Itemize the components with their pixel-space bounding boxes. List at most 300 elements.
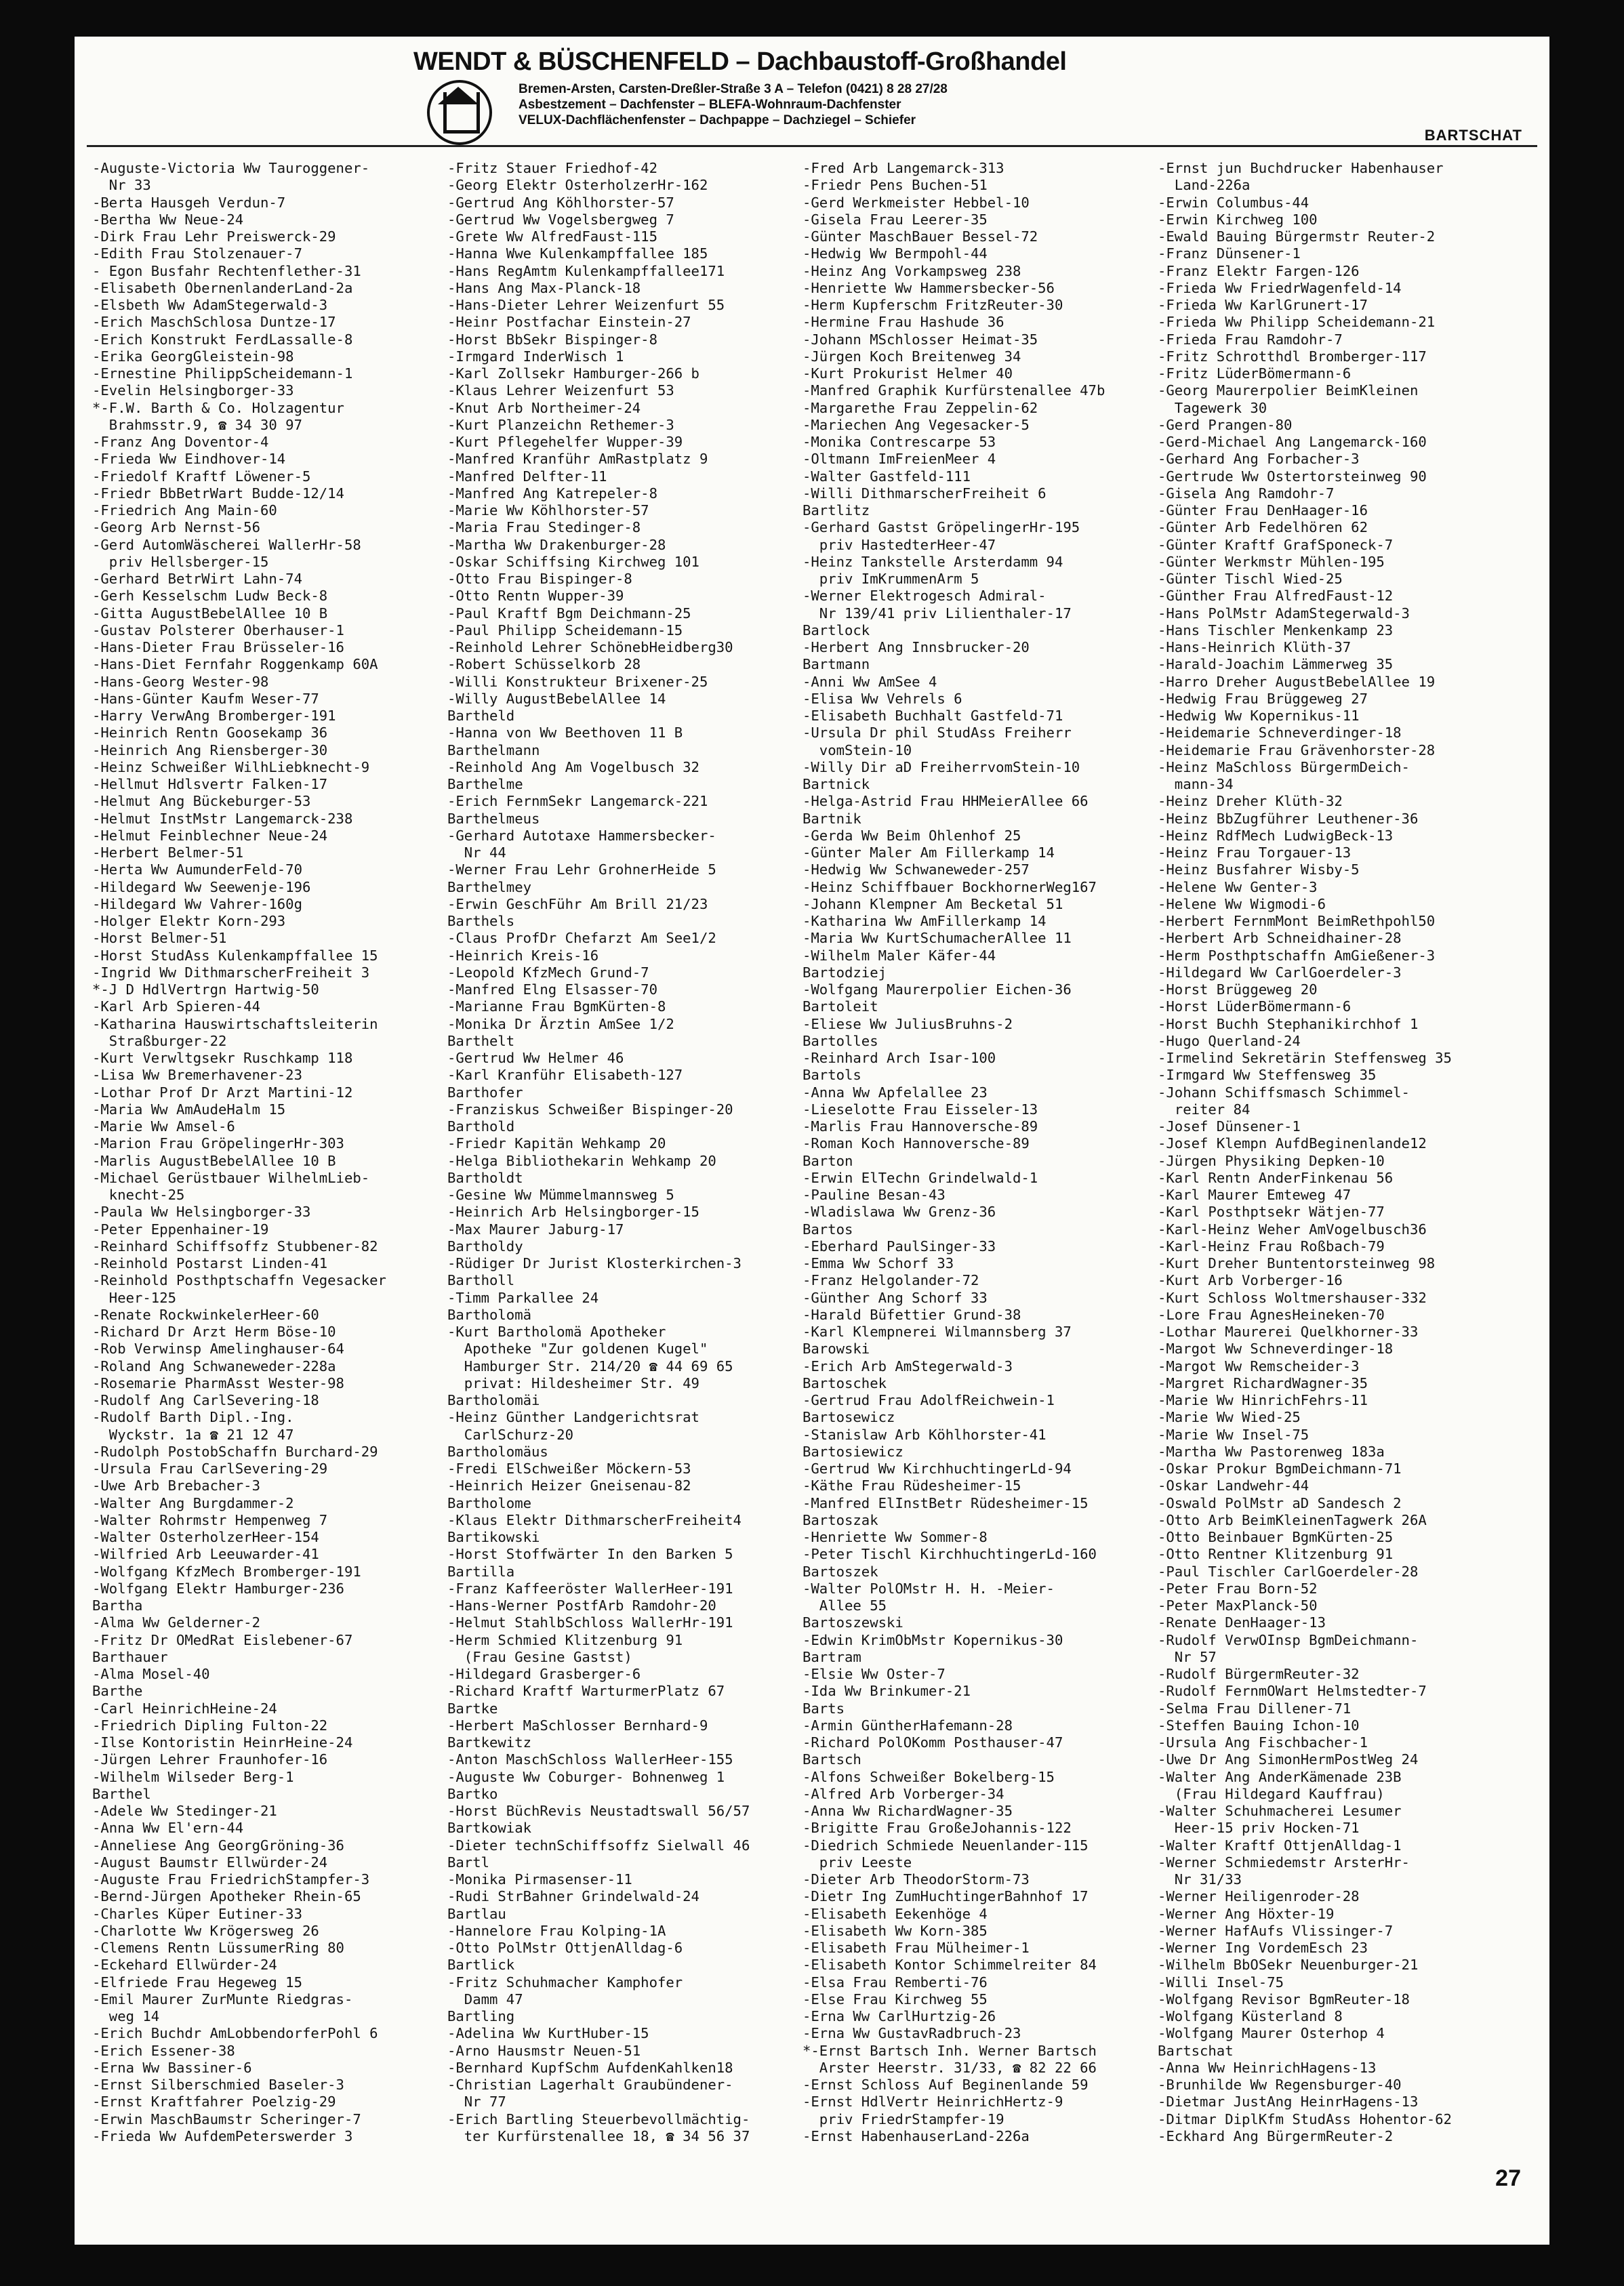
directory-entry: -Gerd Prangen-80	[1158, 416, 1293, 433]
directory-entry: -Wilhelm Maler Käfer-44	[803, 947, 996, 964]
directory-entry: -Erich Essener-38	[92, 2042, 235, 2059]
directory-entry: -Günter Arb Fedelhören 62	[1158, 519, 1368, 536]
directory-entry: -Ursula Dr phil StudAss Freiherr	[803, 724, 1072, 741]
directory-entry: Barthel	[92, 1785, 151, 1802]
directory-entry: -Claus ProfDr Chefarzt Am See1/2	[447, 930, 716, 947]
directory-entry: -Marie Ww Insel-75	[1158, 1426, 1310, 1443]
directory-entry: -Wladislawa Ww Grenz-36	[803, 1204, 996, 1221]
directory-entry: knecht-25	[92, 1187, 185, 1203]
directory-entry: Damm 47	[447, 1991, 523, 2007]
directory-entry: Bartholl	[447, 1272, 515, 1289]
directory-entry: -Manfred Delfter-11	[447, 468, 607, 485]
directory-entry: -Heinz Frau Torgauer-13	[1158, 844, 1352, 861]
directory-entry: -Reinhold Postarst Linden-41	[92, 1255, 328, 1271]
directory-entry: -Emma Ww Schorf 33	[803, 1255, 954, 1271]
directory-entry: -Rudi StrBahner Grindelwald-24	[447, 1888, 699, 1905]
directory-entry: -Manfred Elng Elsasser-70	[447, 981, 657, 998]
directory-entry: -Hans-Werner PostfArb Ramdohr-20	[447, 1597, 716, 1614]
directory-entry: -Reinhold Posthptschaffn Vegesacker	[92, 1272, 386, 1289]
directory-entry: -Oswald PolMstr aD Sandesch 2	[1158, 1494, 1402, 1511]
directory-entry: -Anton MaschSchloss WallerHeer-155	[447, 1751, 733, 1768]
directory-entry: Bartholomä	[447, 1306, 531, 1323]
directory-entry: Bartoszak	[803, 1511, 878, 1528]
directory-entry: -Monika Pirmasenser-11	[447, 1871, 632, 1887]
directory-entry: -Kurt Planzeichn Rethemer-3	[447, 416, 674, 433]
directory-entry: -Horst Belmer-51	[92, 930, 227, 947]
directory-entry: -Erich FernmSekr Langemarck-221	[447, 793, 708, 810]
directory-entry: -Reinhard Schiffsoffz Stubbener-82	[92, 1238, 378, 1254]
directory-entry: -Heinz MaSchloss BürgermDeich-	[1158, 758, 1410, 775]
directory-entry: -Hans-Dieter Lehrer Weizenfurt 55	[447, 297, 725, 313]
directory-entry: (Frau Hildegard Kauffrau)	[1158, 1785, 1385, 1802]
directory-entry: -Jürgen Koch Breitenweg 34	[803, 348, 1021, 365]
directory-entry: -Dieter Arb TheodorStorm-73	[803, 1871, 1030, 1887]
directory-entry: -Erich Arb AmStegerwald-3	[803, 1358, 1013, 1374]
directory-entry: Barthauer	[92, 1648, 168, 1665]
directory-entry: -Otto Frau Bispinger-8	[447, 571, 632, 587]
directory-entry: Bartmann	[803, 656, 870, 673]
directory-entry: -Friedr Kapitän Wehkamp 20	[447, 1135, 666, 1152]
header-rule	[87, 145, 1537, 147]
directory-entry: -Fritz Schrotthdl Bromberger-117	[1158, 348, 1427, 365]
directory-entry: priv FriedrStampfer-19	[803, 2110, 1004, 2127]
advert-line: Asbestzement – Dachfenster – BLEFA-Wohnraum-Dachfenster	[519, 98, 901, 112]
directory-entry: -Gesine Ww Mümmelmannsweg 5	[447, 1187, 674, 1203]
directory-entry: -Käthe Frau Rüdesheimer-15	[803, 1477, 1021, 1494]
directory-entry: Barowski	[803, 1341, 870, 1358]
directory-entry: -Gerhard Gastst GröpelingerHr-195	[803, 519, 1080, 536]
directory-entry: -Marion Frau GröpelingerHr-303	[92, 1135, 344, 1152]
directory-entry: -Herbert Arb Schneidhainer-28	[1158, 930, 1402, 947]
directory-entry: -Ernestine PhilippScheidemann-1	[92, 365, 353, 382]
house-shape	[443, 92, 480, 134]
directory-entry: -Charlotte Ww Krögersweg 26	[92, 1922, 319, 1939]
directory-entry: Barthelme	[447, 776, 523, 792]
directory-page	[75, 37, 1549, 2245]
directory-entry: -Maria Frau Stedinger-8	[447, 519, 641, 536]
directory-entry: -Harald Büfettier Grund-38	[803, 1306, 1021, 1323]
directory-entry: -Ingrid Ww DithmarscherFreiheit 3	[92, 964, 370, 981]
directory-entry: -Johann Schiffsmasch Schimmel-	[1158, 1084, 1410, 1101]
directory-entry: -Marianne Frau BgmKürten-8	[447, 998, 666, 1015]
directory-entry: -Bertha Ww Neue-24	[92, 211, 244, 228]
directory-entry: Bartsch	[803, 1751, 861, 1768]
directory-entry: -Fritz LüderBömermann-6	[1158, 365, 1352, 382]
directory-entry: -Walter PolOMstr H. H. -Meier-	[803, 1580, 1055, 1597]
directory-entry: Bartos	[803, 1221, 853, 1238]
directory-entry: -Hedwig Ww Bermpohl-44	[803, 245, 988, 262]
directory-entry: -Richard Dr Arzt Herm Böse-10	[92, 1324, 336, 1340]
directory-entry: -Werner Heiligenroder-28	[1158, 1888, 1360, 1905]
directory-entry: -Kurt Schloss Woltmershauser-332	[1158, 1289, 1427, 1306]
directory-entry: -Hans RegAmtm Kulenkampffallee171	[447, 262, 725, 279]
directory-entry: -Alma Ww Gelderner-2	[92, 1614, 260, 1631]
directory-entry: -Ernst HdlVertr HeinrichHertz-9	[803, 2094, 1063, 2110]
directory-entry: Bartikowski	[447, 1529, 540, 1545]
directory-entry: -Karl Klempnerei Wilmannsberg 37	[803, 1324, 1072, 1340]
directory-entry: -Knut Arb Northeimer-24	[447, 399, 641, 416]
directory-entry: -Johann MSchlosser Heimat-35	[803, 331, 1038, 348]
directory-entry: -Leopold KfzMech Grund-7	[447, 964, 649, 981]
directory-entry: -Kurt Verwltgsekr Ruschkamp 118	[92, 1050, 353, 1066]
directory-entry: -Willi DithmarscherFreiheit 6	[803, 485, 1047, 502]
directory-entry: -Wolfgang Küsterland 8	[1158, 2008, 1343, 2024]
directory-entry: -Berta Hausgeh Verdun-7	[92, 194, 286, 211]
directory-entry: Bartoschek	[803, 1374, 887, 1391]
directory-entry: Barthe	[92, 1683, 143, 1700]
directory-column-4	[1158, 160, 1510, 2145]
directory-entry: -Richard PolOKomm Posthauser-47	[803, 1734, 1063, 1751]
directory-entry: -Brunhilde Ww Regensburger-40	[1158, 2077, 1402, 2093]
directory-entry: -Hans Tischler Menkenkamp 23	[1158, 621, 1394, 638]
directory-entry: -Wilhelm Wilseder Berg-1	[92, 1768, 294, 1785]
directory-entry: -Otto Rentner Klitzenburg 91	[1158, 1546, 1394, 1563]
directory-entry: -Anna Ww El'ern-44	[92, 1820, 244, 1837]
directory-entry: -Rudolf VerwOInsp BgmDeichmann-	[1158, 1631, 1419, 1648]
directory-entry: -Georg Elektr OsterholzerHr-162	[447, 177, 708, 194]
directory-entry: -Ilse Kontoristin HeinrHeine-24	[92, 1734, 353, 1751]
directory-entry: -Hildegard Ww Seewenje-196	[92, 878, 311, 895]
directory-entry: -Kurt Bartholomä Apotheker	[447, 1324, 666, 1340]
directory-entry: -Martha Ww Pastorenweg 183a	[1158, 1443, 1385, 1460]
directory-entry: -Oskar Landwehr-44	[1158, 1477, 1310, 1494]
directory-entry: -Lisa Ww Bremerhavener-23	[92, 1067, 302, 1084]
directory-entry: weg 14	[92, 2008, 160, 2024]
directory-entry: -Günther Frau AlfredFaust-12	[1158, 588, 1394, 605]
directory-entry: -Eckhard Ang BürgermReuter-2	[1158, 2127, 1394, 2144]
directory-entry: -Heinrich Ang Riensberger-30	[92, 741, 328, 758]
directory-entry: *-J D HdlVertrgn Hartwig-50	[92, 981, 319, 998]
directory-entry: -Jürgen Physiking Depken-10	[1158, 1152, 1385, 1169]
directory-entry: -Günter Frau DenHaager-16	[1158, 502, 1368, 518]
directory-entry: Barthelmann	[447, 741, 540, 758]
directory-entry: -Erna Ww GustavRadbruch-23	[803, 2025, 1021, 2042]
directory-entry: -Pauline Besan-43	[803, 1187, 946, 1203]
directory-entry: -Margarethe Frau Zeppelin-62	[803, 399, 1038, 416]
directory-entry: *-Ernst Bartsch Inh. Werner Bartsch	[803, 2042, 1097, 2059]
directory-entry: -Günter Kraftf GrafSponeck-7	[1158, 536, 1394, 553]
directory-entry: -Rudolf Ang CarlSevering-18	[92, 1392, 319, 1408]
directory-entry: -Werner Frau Lehr GrohnerHeide 5	[447, 861, 716, 878]
directory-entry: -Hans-Georg Wester-98	[92, 673, 269, 690]
directory-entry: -Edwin KrimObMstr Kopernikus-30	[803, 1631, 1063, 1648]
directory-entry: CarlSchurz-20	[447, 1426, 573, 1443]
directory-entry: -Werner Ang Höxter-19	[1158, 1905, 1335, 1922]
directory-entry: -Emil Maurer ZurMunte Riedgras-	[92, 1991, 353, 2007]
directory-entry: -Anneliese Ang GeorgGröning-36	[92, 1837, 344, 1854]
directory-entry: -Stanislaw Arb Köhlhorster-41	[803, 1426, 1047, 1443]
directory-entry: Allee 55	[803, 1597, 887, 1614]
directory-entry: -Reinhard Arch Isar-100	[803, 1050, 996, 1066]
directory-entry: -Holger Elektr Korn-293	[92, 913, 286, 929]
directory-entry: -Günther Ang Schorf 33	[803, 1289, 988, 1306]
directory-entry: -Franz Elektr Fargen-126	[1158, 262, 1360, 279]
directory-entry: -Hans-Günter Kaufm Weser-77	[92, 690, 319, 707]
directory-entry: -Georg Maurerpolier BeimKleinen	[1158, 382, 1419, 399]
directory-entry: -Harro Dreher AugustBebelAllee 19	[1158, 673, 1436, 690]
directory-entry: -Elisabeth Ww Korn-385	[803, 1922, 988, 1939]
directory-entry: -Lothar Maurerei Quelkhorner-33	[1158, 1324, 1419, 1340]
directory-entry: -Gisela Frau Leerer-35	[803, 211, 988, 228]
directory-entry: -Irmgard Ww Steffensweg 35	[1158, 1067, 1377, 1084]
directory-entry: -Bernd-Jürgen Apotheker Rhein-65	[92, 1888, 361, 1905]
directory-entry: -Elisabeth Eekenhöge 4	[803, 1905, 988, 1922]
directory-entry: -Walter Ang AnderKämenade 23B	[1158, 1768, 1402, 1785]
directory-entry: -Marie Ww Wied-25	[1158, 1409, 1301, 1426]
directory-entry: -Alfons Schweißer Bokelberg-15	[803, 1768, 1055, 1785]
directory-entry: -Georg Arb Nernst-56	[92, 519, 260, 536]
directory-entry: -Heinz Günther Landgerichtsrat	[447, 1409, 699, 1426]
directory-entry: Tagewerk 30	[1158, 399, 1267, 416]
directory-entry: -Rosemarie PharmAsst Wester-98	[92, 1374, 344, 1391]
directory-entry: -Günter MaschBauer Bessel-72	[803, 228, 1038, 245]
directory-entry: -Wilfried Arb Leeuwarder-41	[92, 1546, 319, 1563]
directory-entry: -Werner Elektrogesch Admiral-	[803, 588, 1047, 605]
directory-entry: -Gisela Ang Ramdohr-7	[1158, 485, 1335, 502]
directory-entry: reiter 84	[1158, 1101, 1251, 1118]
directory-entry: -Heinrich Kreis-16	[447, 947, 599, 964]
directory-entry: -Alma Mosel-40	[92, 1666, 210, 1682]
directory-entry: -Helga Bibliothekarin Wehkamp 20	[447, 1152, 716, 1169]
directory-entry: -Gerhard Autotaxe Hammersbecker-	[447, 827, 716, 844]
directory-entry: -Ditmar DiplKfm StudAss Hohentor-62	[1158, 2110, 1452, 2127]
directory-entry: Bartkowiak	[447, 1820, 531, 1837]
directory-entry: -Peter Eppenhainer-19	[92, 1221, 269, 1238]
directory-entry: -Gertrud Frau AdolfReichwein-1	[803, 1392, 1055, 1408]
directory-entry: -Erwin MaschBaumstr Scheringer-7	[92, 2110, 361, 2127]
directory-entry: -Ernst HabenhauserLand-226a	[803, 2127, 1030, 2144]
directory-entry: -Ernst Schloss Auf Beginenlande 59	[803, 2077, 1089, 2093]
directory-entry: -Anni Ww AmSee 4	[803, 673, 937, 690]
directory-entry: -Werner Schmiedemstr ArsterHr-	[1158, 1854, 1410, 1871]
directory-entry: -Paul Kraftf Bgm Deichmann-25	[447, 605, 691, 621]
directory-entry: -Irmgard InderWisch 1	[447, 348, 624, 365]
directory-entry: Bartosiewicz	[803, 1443, 904, 1460]
directory-entry: -Timm Parkallee 24	[447, 1289, 599, 1306]
directory-entry: -Wolfgang Revisor BgmReuter-18	[1158, 1991, 1410, 2007]
directory-entry: -Heinrich Rentn Goosekamp 36	[92, 724, 328, 741]
directory-entry: Bartols	[803, 1067, 861, 1084]
directory-entry: -Willy AugustBebelAllee 14	[447, 690, 666, 707]
directory-entry: -Hildegard Grasberger-6	[447, 1666, 641, 1682]
directory-entry: -Horst LüderBömermann-6	[1158, 998, 1352, 1015]
directory-entry: -Günter Maler Am Fillerkamp 14	[803, 844, 1055, 861]
directory-entry: -Auguste-Victoria Ww Tauroggener-	[92, 160, 370, 176]
directory-entry: Heer-125	[92, 1289, 176, 1306]
directory-entry: -Karl Kranführ Elisabeth-127	[447, 1067, 683, 1084]
directory-entry: -Fred Arb Langemarck-313	[803, 160, 1004, 176]
directory-entry: Bartha	[92, 1597, 143, 1614]
directory-entry: -Katharina Hauswirtschaftsleiterin	[92, 1015, 378, 1032]
directory-entry: -Horst StudAss Kulenkampffallee 15	[92, 947, 378, 964]
directory-entry: -Monika Contrescarpe 53	[803, 434, 996, 450]
directory-entry: Hamburger Str. 214/20 ☎ 44 69 65	[447, 1358, 733, 1374]
directory-entry: -Roland Ang Schwaneweder-228a	[92, 1358, 336, 1374]
directory-entry: -Franz Helgolander-72	[803, 1272, 979, 1289]
directory-entry: -Kurt Pflegehelfer Wupper-39	[447, 434, 683, 450]
directory-entry: -Gerd Werkmeister Hebbel-10	[803, 194, 1030, 211]
directory-entry: -Karl Maurer Emteweg 47	[1158, 1187, 1352, 1203]
directory-entry: -Anna Ww RichardWagner-35	[803, 1803, 1013, 1819]
directory-entry: -Frieda Ww AufdemPeterswerder 3	[92, 2127, 353, 2144]
directory-entry: -Ursula Frau CarlSevering-29	[92, 1461, 328, 1477]
directory-entry: -Wilhelm BbOSekr Neuenburger-21	[1158, 1957, 1419, 1974]
directory-entry: -Karl Arb Spieren-44	[92, 998, 260, 1015]
advert-title: WENDT & BÜSCHENFELD – Dachbaustoff-Großhandel	[413, 47, 1067, 76]
directory-column-1	[92, 160, 445, 2145]
directory-entry: -Fritz Stauer Friedhof-42	[447, 160, 657, 176]
directory-entry: -Gertrud Ww Helmer 46	[447, 1050, 624, 1066]
directory-entry: - Egon Busfahr Rechtenflether-31	[92, 262, 361, 279]
directory-entry: -Irmelind Sekretärin Steffensweg 35	[1158, 1050, 1452, 1066]
directory-entry: -Gerd AutomWäscherei WallerHr-58	[92, 536, 361, 553]
directory-entry: -Josef Dünsener-1	[1158, 1118, 1301, 1135]
directory-entry: priv Hellsberger-15	[92, 553, 269, 570]
directory-entry: -Jürgen Lehrer Fraunhofer-16	[92, 1751, 328, 1768]
directory-entry: -Heinz BbZugführer Leuthener-36	[1158, 810, 1419, 827]
directory-entry: Bartholome	[447, 1494, 531, 1511]
directory-entry: Barthelt	[447, 1032, 515, 1049]
directory-entry: -Auguste Ww Coburger- Bohnenweg 1	[447, 1768, 725, 1785]
directory-entry: -Walter Ang Burgdammer-2	[92, 1494, 294, 1511]
directory-entry: -Erna Ww CarlHurtzig-26	[803, 2008, 996, 2024]
directory-entry: -Peter MaxPlanck-50	[1158, 1597, 1318, 1614]
directory-entry: -Eberhard PaulSinger-33	[803, 1238, 996, 1254]
directory-entry: -Horst Brüggeweg 20	[1158, 981, 1318, 998]
directory-entry: -Erich Konstrukt FerdLassalle-8	[92, 331, 353, 348]
directory-entry: -Evelin Helsingborger-33	[92, 382, 294, 399]
directory-entry: -Friedr Pens Buchen-51	[803, 177, 988, 194]
directory-entry: -Robert Schüsselkorb 28	[447, 656, 641, 673]
running-head: BARTSCHAT	[1424, 127, 1522, 144]
directory-entry: -Rudolf Barth Dipl.-Ing.	[92, 1409, 294, 1426]
directory-entry: -Karl Zollsekr Hamburger-266 b	[447, 365, 699, 382]
directory-entry: -Helga-Astrid Frau HHMeierAllee 66	[803, 793, 1089, 810]
directory-entry: mann-34	[1158, 776, 1234, 792]
directory-entry: -Edith Frau Stolzenauer-7	[92, 245, 302, 262]
directory-entry: -Erich Bartling Steuerbevollmächtig-	[447, 2110, 750, 2127]
directory-entry: Bartram	[803, 1648, 861, 1665]
directory-entry: -Herm Kupferschm FritzReuter-30	[803, 297, 1063, 313]
directory-entry: -Wolfgang Elektr Hamburger-236	[92, 1580, 344, 1597]
directory-entry: Bartl	[447, 1854, 489, 1871]
directory-entry: -Max Maurer Jaburg-17	[447, 1221, 624, 1238]
directory-entry: -Carl HeinrichHeine-24	[92, 1700, 277, 1717]
directory-entry: -Hans-Diet Fernfahr Roggenkamp 60A	[92, 656, 378, 673]
directory-entry: -Rudolf FernmOWart Helmstedter-7	[1158, 1683, 1427, 1700]
directory-entry: -Oskar Schiffsing Kirchweg 101	[447, 553, 699, 570]
directory-entry: -Erwin GeschFühr Am Brill 21/23	[447, 895, 708, 912]
directory-entry: -Willi Konstrukteur Brixener-25	[447, 673, 708, 690]
directory-entry: -Paul Tischler CarlGoerdeler-28	[1158, 1563, 1419, 1580]
directory-entry: -Peter Frau Born-52	[1158, 1580, 1318, 1597]
directory-entry: -Otto PolMstr OttjenAlldag-6	[447, 1940, 683, 1956]
directory-entry: Bartholdt	[447, 1169, 523, 1186]
directory-entry: ter Kurfürstenallee 18, ☎ 34 56 37	[447, 2127, 750, 2144]
directory-entry: -Marie Ww Köhlhorster-57	[447, 502, 649, 518]
directory-entry: -Frieda Ww KarlGrunert-17	[1158, 297, 1368, 313]
directory-entry: Bartnick	[803, 776, 870, 792]
directory-entry: -Herbert Ang Innsbrucker-20	[803, 639, 1030, 655]
directory-entry: -Fritz Dr OMedRat Eislebener-67	[92, 1631, 353, 1648]
directory-entry: Barts	[803, 1700, 845, 1717]
directory-entry: -Elisabeth ObernenlanderLand-2a	[92, 279, 353, 296]
directory-entry: -Michael Gerüstbauer WilhelmLieb-	[92, 1169, 370, 1186]
directory-entry: -Frieda Ww Philipp Scheidemann-21	[1158, 314, 1436, 331]
directory-entry: Bartoszek	[803, 1563, 878, 1580]
directory-entry: -Henriette Ww Hammersbecker-56	[803, 279, 1055, 296]
directory-entry: -Erich Buchdr AmLobbendorferPohl 6	[92, 2025, 378, 2042]
directory-entry: Bartlau	[447, 1905, 506, 1922]
directory-entry: -Rüdiger Dr Jurist Klosterkirchen-3	[447, 1255, 742, 1271]
directory-entry: -Roman Koch Hannoversche-89	[803, 1135, 1030, 1152]
directory-entry: Nr 33	[92, 177, 151, 194]
directory-entry: -Hellmut Hdlsvertr Falken-17	[92, 776, 328, 792]
directory-entry: -Lore Frau AgnesHeineken-70	[1158, 1306, 1385, 1323]
directory-entry: -Walter Kraftf OttjenAlldag-1	[1158, 1837, 1402, 1854]
directory-entry: -Hildegard Ww CarlGoerdeler-3	[1158, 964, 1402, 981]
directory-entry: -Heinrich Heizer Gneisenau-82	[447, 1477, 691, 1494]
directory-entry: -Karl-Heinz Weher AmVogelbusch36	[1158, 1221, 1427, 1238]
directory-entry: -Fritz Schuhmacher Kamphofer	[447, 1974, 683, 1991]
directory-entry: -Richard Kraftf WarturmerPlatz 67	[447, 1683, 725, 1700]
directory-entry: -Bernhard KupfSchm AufdenKahlken18	[447, 2059, 733, 2076]
directory-entry: -Heinr Postfachar Einstein-27	[447, 314, 691, 331]
directory-entry: Bartlick	[447, 1957, 515, 1974]
directory-entry: -Friedr BbBetrWart Budde-12/14	[92, 485, 344, 502]
directory-entry: -Johann Klempner Am Becketal 51	[803, 895, 1063, 912]
directory-entry: -Erna Ww Bassiner-6	[92, 2059, 252, 2076]
directory-entry: -Franz Kaffeeröster WallerHeer-191	[447, 1580, 733, 1597]
directory-entry: -Horst BüchRevis Neustadtswall 56/57	[447, 1803, 750, 1819]
directory-entry: -Franz Ang Doventor-4	[92, 434, 269, 450]
directory-entry: -Uwe Arb Brebacher-3	[92, 1477, 260, 1494]
directory-entry: -Heinz Tankstelle Arsterdamm 94	[803, 553, 1063, 570]
directory-entry: -Gerhard Ang Forbacher-3	[1158, 451, 1360, 468]
directory-entry: -Gertrud Ww KirchhuchtingerLd-94	[803, 1461, 1072, 1477]
directory-entry: -Anna Ww Apfelallee 23	[803, 1084, 988, 1101]
directory-entry: -Herbert FernmMont BeimRethpohl50	[1158, 913, 1436, 929]
directory-entry: -Willy Dir aD FreiherrvomStein-10	[803, 758, 1080, 775]
directory-entry: -Lothar Prof Dr Arzt Martini-12	[92, 1084, 353, 1101]
directory-entry: -Otto Arb BeimKleinenTagwerk 26A	[1158, 1511, 1427, 1528]
directory-entry: -Kurt Arb Vorberger-16	[1158, 1272, 1343, 1289]
directory-entry: -Brigitte Frau GroßeJohannis-122	[803, 1820, 1072, 1837]
directory-entry: -Reinhold Lehrer SchönebHeidberg30	[447, 639, 733, 655]
directory-entry: -Helmut InstMstr Langemarck-238	[92, 810, 353, 827]
directory-entry: -Reinhold Ang Am Vogelbusch 32	[447, 758, 699, 775]
directory-entry: -Dirk Frau Lehr Preiswerck-29	[92, 228, 336, 245]
directory-entry: Bartheld	[447, 708, 515, 724]
page-number: 27	[1495, 2165, 1521, 2191]
directory-entry: Apotheke "Zur goldenen Kugel"	[447, 1341, 708, 1358]
directory-entry: Bartodziej	[803, 964, 887, 981]
directory-entry: -Dieter technSchiffsoffz Sielwall 46	[447, 1837, 750, 1854]
directory-entry: -Christian Lagerhalt Graubündener-	[447, 2077, 733, 2093]
directory-entry: -Hans PolMstr AdamStegerwald-3	[1158, 605, 1410, 621]
directory-entry: -Karl Rentn AnderFinkenau 56	[1158, 1169, 1394, 1186]
directory-entry: (Frau Gesine Gastst)	[447, 1648, 632, 1665]
directory-entry: -Helene Ww Wigmodi-6	[1158, 895, 1326, 912]
directory-entry: -Werner Ing VordemEsch 23	[1158, 1940, 1368, 1956]
directory-entry: -Manfred Ang Katrepeler-8	[447, 485, 657, 502]
directory-entry: -Hedwig Frau Brüggeweg 27	[1158, 690, 1368, 707]
directory-entry: -Wolfgang Maurer Osterhop 4	[1158, 2025, 1385, 2042]
directory-entry: Nr 31/33	[1158, 1871, 1242, 1887]
directory-entry: -Friedrich Ang Main-60	[92, 502, 277, 518]
directory-entry: -Frieda Ww Eindhover-14	[92, 451, 286, 468]
directory-entry: -Walter Gastfeld-111	[803, 468, 971, 485]
